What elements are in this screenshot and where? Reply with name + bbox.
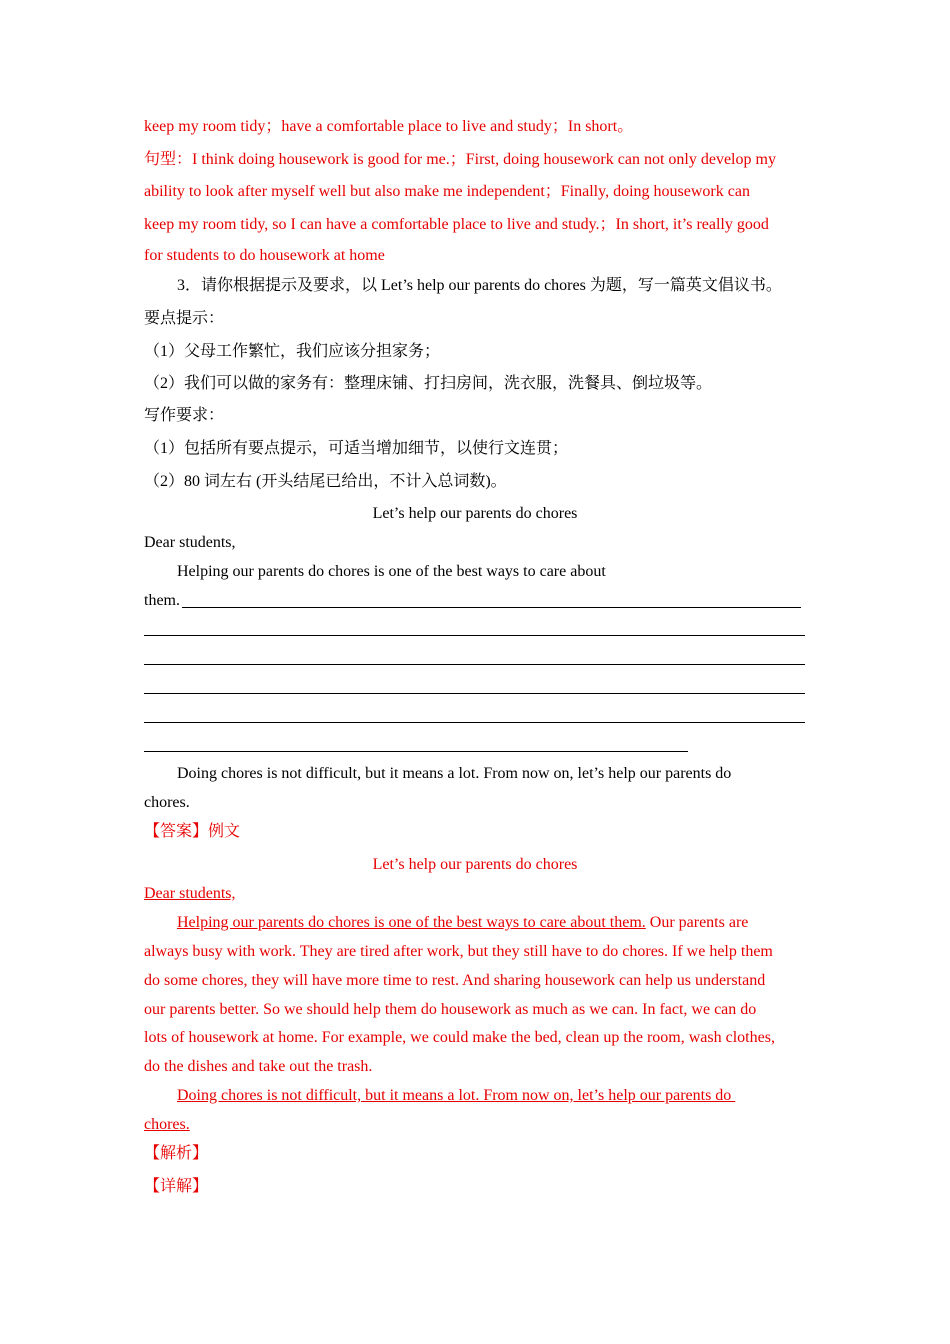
essay-closing-line: Doing chores is not difficult, but it means a lot. From now on, let’s help our parents do	[177, 765, 732, 782]
answer-closing-line: chores.	[144, 1116, 190, 1133]
prev-answer-phrases: keep my room tidy；have a comfortable place to live and study；In short。	[144, 118, 634, 135]
answer-body-line: do the dishes and take out the trash.	[144, 1058, 373, 1075]
detail-label: 【详解】	[144, 1178, 209, 1195]
essay-opening-line: Helping our parents do chores is one of the best ways to care about	[177, 563, 606, 580]
answer-label: 【答案】例文	[144, 823, 241, 840]
requirements-heading: 写作要求：	[144, 407, 225, 424]
prev-answer-sentence-line: keep my room tidy, so I can have a comfortable place to live and study.；In short, it’s really good	[144, 216, 769, 233]
writing-blank-line	[144, 635, 805, 636]
answer-title: Let’s help our parents do chores	[372, 856, 578, 873]
writing-blank-line	[144, 751, 688, 752]
answer-first-line	[177, 913, 748, 933]
writing-blank-line	[144, 664, 805, 665]
analysis-label: 【解析】	[144, 1145, 209, 1162]
answer-body-line: our parents better. So we should help them do housework as much as we can. In fact, we can do	[144, 1001, 757, 1018]
points-heading: 要点提示：	[144, 310, 225, 327]
answer-body-line: always busy with work. They are tired after work, but they still have to do chores. If we help them	[144, 943, 773, 960]
answer-first-sentence: Helping our parents do chores is one of the best ways to care about them.	[177, 914, 646, 931]
essay-title: Let’s help our parents do chores	[372, 505, 578, 522]
essay-greeting: Dear students,	[144, 534, 236, 551]
prev-answer-sentence-line: for students to do housework at home	[144, 247, 385, 264]
prev-answer-sentence-line: ability to look after myself well but also make me independent；Finally, doing housework can	[144, 183, 750, 200]
answer-closing-line: Doing chores is not difficult, but it means a lot. From now on, let’s help our parents do	[177, 1087, 736, 1104]
prev-answer-sentence-line: 句型：I think doing housework is good for me.；First, doing housework can not only develop my	[144, 151, 776, 168]
answer-body-line: do some chores, they will have more time to rest. And sharing housework can help us understand	[144, 972, 766, 989]
writing-blank-line	[182, 607, 801, 608]
answer-greeting: Dear students,	[144, 885, 236, 902]
requirement-item: （2）80 词左右 (开头结尾已给出，不计入总词数)。	[144, 473, 507, 490]
question-prompt: 3．请你根据提示及要求，以 Let’s help our parents do chores 为题，写一篇英文倡议书。	[177, 277, 782, 294]
point-item: （1）父母工作繁忙，我们应该分担家务；	[144, 343, 441, 360]
answer-body-line: lots of housework at home. For example, we could make the bed, clean up the room, wash clothes,	[144, 1029, 775, 1046]
requirement-item: （1）包括所有要点提示，可适当增加细节，以使行文连贯；	[144, 440, 569, 457]
writing-blank-line	[144, 722, 805, 723]
essay-opening-line: them.	[144, 592, 180, 609]
answer-first-line-rest: Our parents are	[645, 914, 749, 931]
point-item: （2）我们可以做的家务有：整理床铺、打扫房间，洗衣服，洗餐具、倒垃圾等。	[144, 375, 713, 392]
essay-closing-line: chores.	[144, 794, 190, 811]
writing-blank-line	[144, 693, 805, 694]
